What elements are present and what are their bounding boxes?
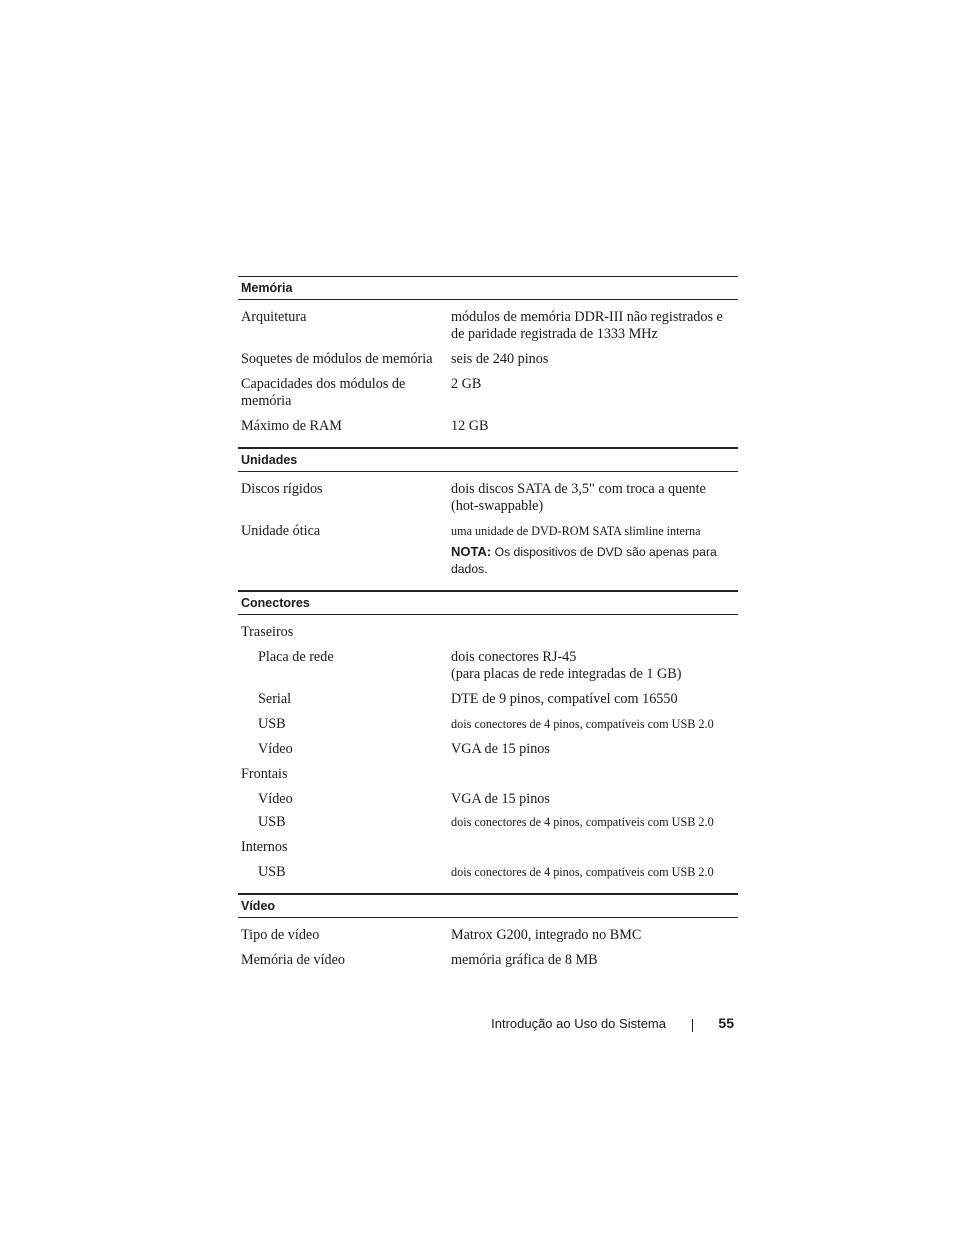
spec-value: 12 GB	[451, 418, 489, 434]
spec-row	[238, 927, 738, 944]
spec-row	[238, 691, 738, 708]
spec-row	[238, 741, 738, 758]
spec-label: Serial	[258, 691, 292, 707]
spec-label: Memória de vídeo	[241, 952, 346, 968]
spec-label: Tipo de vídeo	[241, 927, 320, 943]
spec-row	[238, 351, 738, 368]
spec-row	[238, 952, 738, 969]
spec-label: Discos rígidos	[241, 481, 323, 497]
spec-label: USB	[258, 716, 286, 732]
spec-label: Capacidades dos módulos de memória	[241, 376, 406, 409]
note	[451, 543, 734, 578]
spec-value: memória gráfica de 8 MB	[451, 952, 598, 968]
page-footer	[0, 1015, 954, 1035]
spec-value: dois conectores RJ-45	[451, 649, 577, 665]
spec-row	[238, 376, 738, 410]
spec-row	[238, 716, 738, 733]
spec-row	[238, 814, 738, 831]
section-body-unidades	[238, 472, 738, 591]
spec-value: DTE de 9 pinos, compatível com 16550	[451, 691, 678, 707]
spec-value: VGA de 15 pinos	[451, 791, 550, 807]
spec-label: Unidade ótica	[241, 523, 321, 539]
subsection-frontais: Frontais	[241, 766, 288, 782]
page-number: 55	[718, 1015, 734, 1031]
spec-row	[238, 864, 738, 881]
spec-value: dois conectores de 4 pinos, compatíveis com USB 2.0	[451, 717, 714, 731]
spec-value: uma unidade de DVD-ROM SATA slimline interna	[451, 524, 701, 538]
spec-label: Máximo de RAM	[241, 418, 342, 434]
spec-row	[238, 649, 738, 683]
spec-value: dois conectores de 4 pinos, compatíveis com USB 2.0	[451, 815, 714, 829]
section-header-conectores: Conectores	[238, 591, 738, 615]
section-header-memoria: Memória	[238, 276, 738, 300]
section-body-conectores	[238, 615, 738, 894]
spec-label: Placa de rede	[258, 649, 334, 665]
spec-row	[238, 418, 738, 435]
spec-row	[238, 309, 738, 343]
section-header-unidades: Unidades	[238, 448, 738, 472]
section-body-video	[238, 918, 738, 981]
footer-divider	[692, 1019, 693, 1032]
subsection-internos: Internos	[241, 839, 288, 855]
spec-label: Vídeo	[258, 791, 293, 807]
spec-value: Matrox G200, integrado no BMC	[451, 927, 642, 943]
spec-value: seis de 240 pinos	[451, 351, 549, 367]
spec-row	[238, 481, 738, 515]
spec-value-line2: (para placas de rede integradas de 1 GB)	[451, 666, 682, 682]
spec-value-cell	[451, 649, 738, 683]
spec-value-cell	[451, 523, 738, 578]
subsection-traseiros: Traseiros	[241, 624, 294, 640]
spec-label: Vídeo	[258, 741, 293, 757]
spec-row	[238, 791, 738, 808]
spec-label: USB	[258, 864, 286, 880]
footer-title: Introdução ao Uso do Sistema	[491, 1016, 666, 1031]
spec-value: VGA de 15 pinos	[451, 741, 550, 757]
spec-value: módulos de memória DDR-III não registrados e de paridade registrada de 1333 MHz	[451, 309, 723, 342]
spec-row	[238, 523, 738, 578]
spec-label: USB	[258, 814, 286, 830]
section-body-memoria	[238, 300, 738, 448]
spec-value: 2 GB	[451, 376, 482, 392]
section-header-video: Vídeo	[238, 894, 738, 918]
spec-table	[238, 276, 738, 981]
spec-value: dois conectores de 4 pinos, compatíveis com USB 2.0	[451, 865, 714, 879]
note-text: Os dispositivos de DVD são apenas para dados.	[451, 545, 717, 576]
spec-label: Arquitetura	[241, 309, 307, 325]
spec-label: Soquetes de módulos de memória	[241, 351, 433, 367]
note-label: NOTA:	[451, 544, 492, 559]
spec-value: dois discos SATA de 3,5" com troca a quente (hot-swappable)	[451, 481, 706, 514]
